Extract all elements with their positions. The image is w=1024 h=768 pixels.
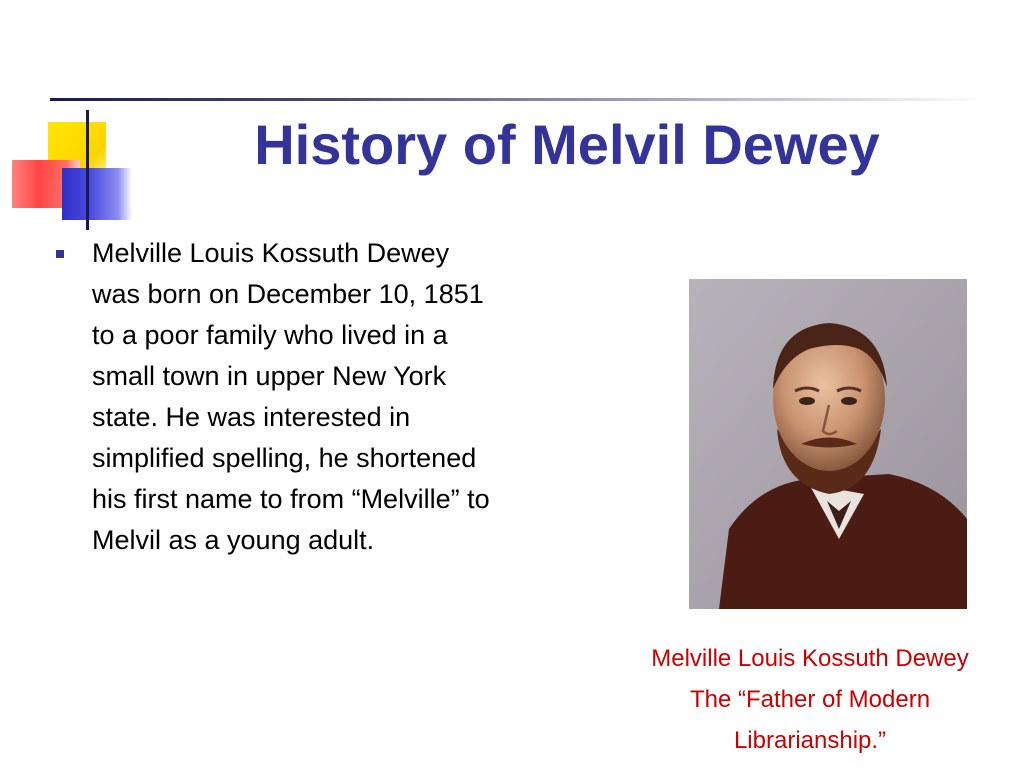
square-bullet-icon	[56, 250, 64, 258]
title-underline	[50, 98, 990, 101]
caption-line-2: The “Father of Modern	[689, 686, 931, 713]
portrait-image	[689, 279, 967, 609]
bullet-text: Melville Louis Kossuth Dewey was born on December 10, 1851 to a poor family who lived in a small town in upper New York state. He was interested in simplified spelling, he shortened his first name to from “Melville” to Melvil as a young adult.	[92, 238, 490, 555]
caption-line-3: Librarianship.”	[733, 727, 887, 754]
portrait-caption	[600, 638, 1020, 761]
slide-title: History of Melvil Dewey	[254, 113, 880, 176]
caption-line-1: Melville Louis Kossuth Dewey	[651, 645, 969, 672]
